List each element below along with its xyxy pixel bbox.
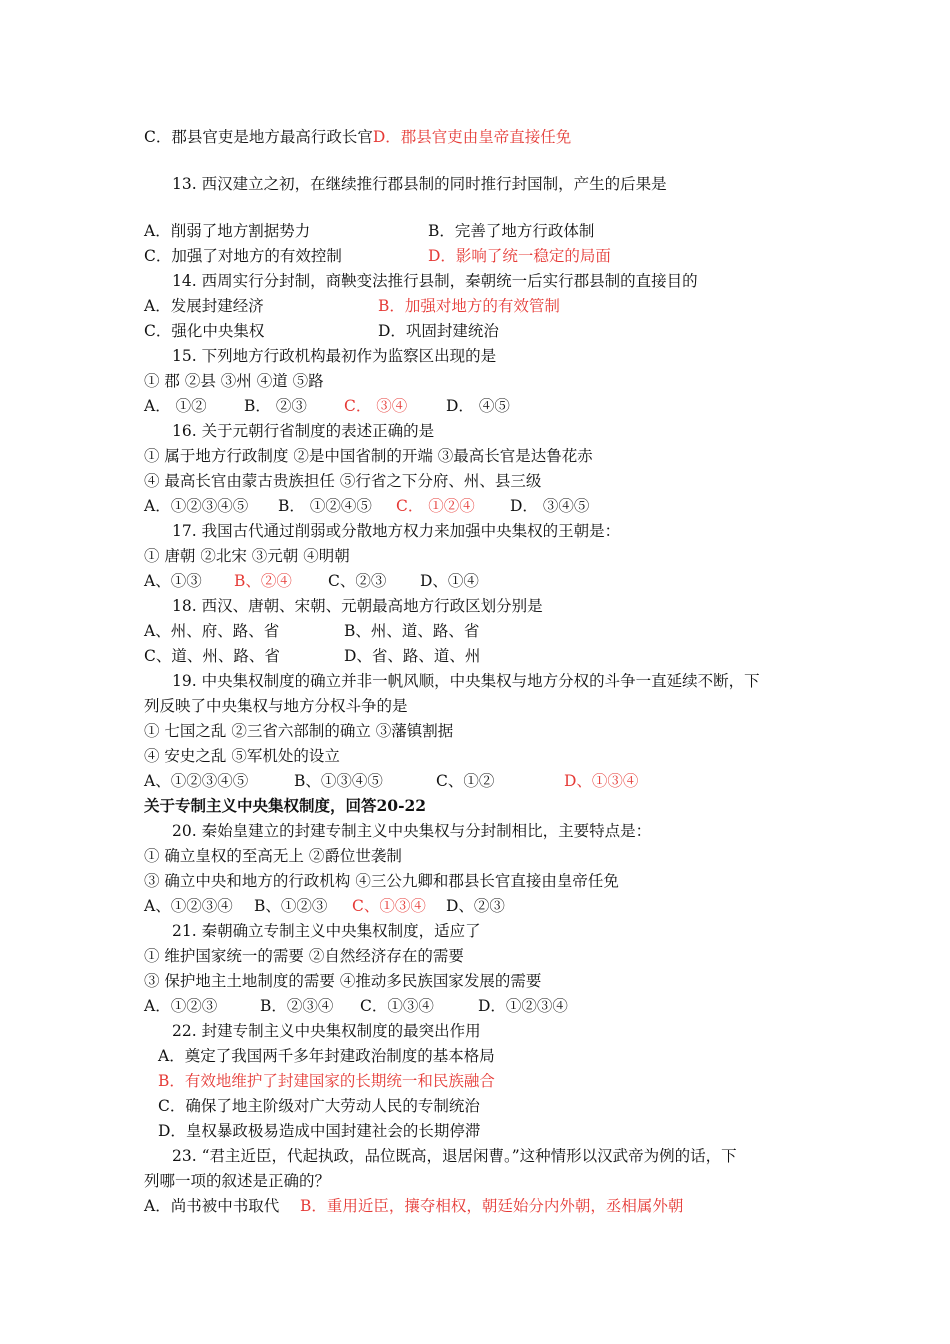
q22-stem: 22. 封建专制主义中央集权制度的最突出作用	[172, 1022, 481, 1040]
q16-option-b: B． ①②④⑤	[278, 497, 372, 515]
q14-option-c: C．强化中央集权	[144, 322, 265, 340]
q21-option-d: D．①②③④	[478, 997, 568, 1015]
q16-option-c-answer: C． ①②④	[396, 497, 475, 515]
q14-option-a: A．发展封建经济	[144, 297, 264, 315]
q23-option-a: A．尚书被中书取代	[144, 1197, 280, 1215]
q17-option-a: A、①③	[144, 572, 202, 590]
q15-items: ① 郡 ②县 ③州 ④道 ⑤路	[144, 372, 324, 390]
q17-stem: 17. 我国古代通过削弱或分散地方权力来加强中央集权的王朝是：	[172, 522, 621, 540]
q13-option-d-answer: D．影响了统一稳定的局面	[428, 247, 611, 265]
q18-option-c: C、道、州、路、省	[144, 647, 280, 665]
q14-stem: 14. 西周实行分封制，商鞅变法推行县制，秦朝统一后实行郡县制的直接目的	[172, 272, 698, 290]
q14-option-b-answer: B．加强对地方的有效管制	[378, 297, 560, 315]
section-heading: 关于专制主义中央集权制度，回答20-22	[144, 796, 427, 815]
q13-option-b: B．完善了地方行政体制	[428, 222, 595, 240]
q19-stem-2: 列反映了中央集权与地方分权斗争的是	[144, 697, 408, 715]
q16-option-d: D． ③④⑤	[510, 497, 590, 515]
q21-option-a: A．①②③	[144, 997, 218, 1015]
q19-stem-1: 19. 中央集权制度的确立并非一帆风顺，中央集权与地方分权的斗争一直延续不断，下	[172, 672, 760, 690]
q21-option-c: C．①③④	[360, 997, 434, 1015]
q20-option-b: B、①②③	[254, 897, 328, 915]
q21-items-1: ① 维护国家统一的需要 ②自然经济存在的需要	[144, 947, 464, 965]
q18-option-a: A、州、府、路、省	[144, 622, 280, 640]
q21-option-b: B．②③④	[260, 997, 334, 1015]
q18-option-d: D、省、路、道、州	[344, 647, 481, 665]
q12-options	[144, 127, 571, 147]
q17-items: ① 唐朝 ②北宋 ③元朝 ④明朝	[144, 547, 350, 565]
q21-stem: 21. 秦朝确立专制主义中央集权制度，适应了	[172, 922, 481, 940]
q19-option-d-answer: D、①③④	[564, 772, 639, 790]
q17-option-d: D、①④	[420, 572, 479, 590]
q22-option-b-answer: B．有效地维护了封建国家的长期统一和民族融合	[158, 1072, 495, 1090]
q13-option-c: C．加强了对地方的有效控制	[144, 247, 342, 265]
q16-stem: 16. 关于元朝行省制度的表述正确的是	[172, 422, 435, 440]
q12-option-c: C．郡县官吏是地方最高行政长官	[144, 128, 373, 146]
q21-items-2: ③ 保护地主土地制度的需要 ④推动多民族国家发展的需要	[144, 972, 542, 990]
q23-option-b-answer: B．重用近臣，攘夺相权，朝廷始分内外朝，丞相属外朝	[300, 1197, 684, 1215]
q23-stem-1: 23. “君主近臣，代起执政，品位既高，退居闲曹。”这种情形以汉武帝为例的话，下	[172, 1147, 737, 1165]
q14-option-d: D．巩固封建统治	[378, 322, 499, 340]
q20-items-2: ③ 确立中央和地方的行政机构 ④三公九卿和郡县长官直接由皇帝任免	[144, 872, 619, 890]
q17-option-c: C、②③	[328, 572, 387, 590]
q15-stem: 15. 下列地方行政机构最初作为监察区出现的是	[172, 347, 497, 365]
q20-option-d: D、②③	[446, 897, 505, 915]
q19-option-b: B、①③④⑤	[294, 772, 383, 790]
q13-stem: 13. 西汉建立之初，在继续推行郡县制的同时推行封国制，产生的后果是	[172, 175, 667, 193]
q22-option-d: D．皇权暴政极易造成中国封建社会的长期停滞	[158, 1122, 481, 1140]
q16-option-a: A．①②③④⑤	[144, 497, 249, 515]
q19-items-1: ① 七国之乱 ②三省六部制的确立 ③藩镇割据	[144, 722, 454, 740]
q16-items-2: ④ 最高长官由蒙古贵族担任 ⑤行省之下分府、州、县三级	[144, 472, 542, 490]
q15-option-d: D． ④⑤	[446, 397, 510, 415]
q15-option-a: A． ①②	[144, 397, 207, 415]
q19-option-a: A、①②③④⑤	[144, 772, 249, 790]
q22-option-a: A．奠定了我国两千多年封建政治制度的基本格局	[158, 1047, 495, 1065]
q23-stem-2: 列哪一项的叙述是正确的？	[144, 1172, 331, 1190]
q19-items-2: ④ 安史之乱 ⑤军机处的设立	[144, 747, 340, 765]
q18-stem: 18. 西汉、唐朝、宋朝、元朝最高地方行政区划分别是	[172, 597, 543, 615]
q18-option-b: B、州、道、路、省	[344, 622, 480, 640]
q20-option-c-answer: C、①③④	[352, 897, 426, 915]
q20-option-a: A、①②③④	[144, 897, 233, 915]
q13-option-a: A．削弱了地方割据势力	[144, 222, 311, 240]
q17-option-b-answer: B、②④	[234, 572, 292, 590]
q19-option-c: C、①②	[436, 772, 495, 790]
q20-items-1: ① 确立皇权的至高无上 ②爵位世袭制	[144, 847, 402, 865]
q15-option-c-answer: C． ③④	[344, 397, 408, 415]
q20-stem: 20. 秦始皇建立的封建专制主义中央集权与分封制相比，主要特点是：	[172, 822, 652, 840]
q12-option-d-answer: D．郡县官吏由皇帝直接任免	[372, 128, 572, 146]
q22-option-c: C．确保了地主阶级对广大劳动人民的专制统治	[158, 1097, 480, 1115]
q16-items-1: ① 属于地方行政制度 ②是中国省制的开端 ③最高长官是达鲁花赤	[144, 447, 593, 465]
q15-option-b: B． ②③	[244, 397, 307, 415]
